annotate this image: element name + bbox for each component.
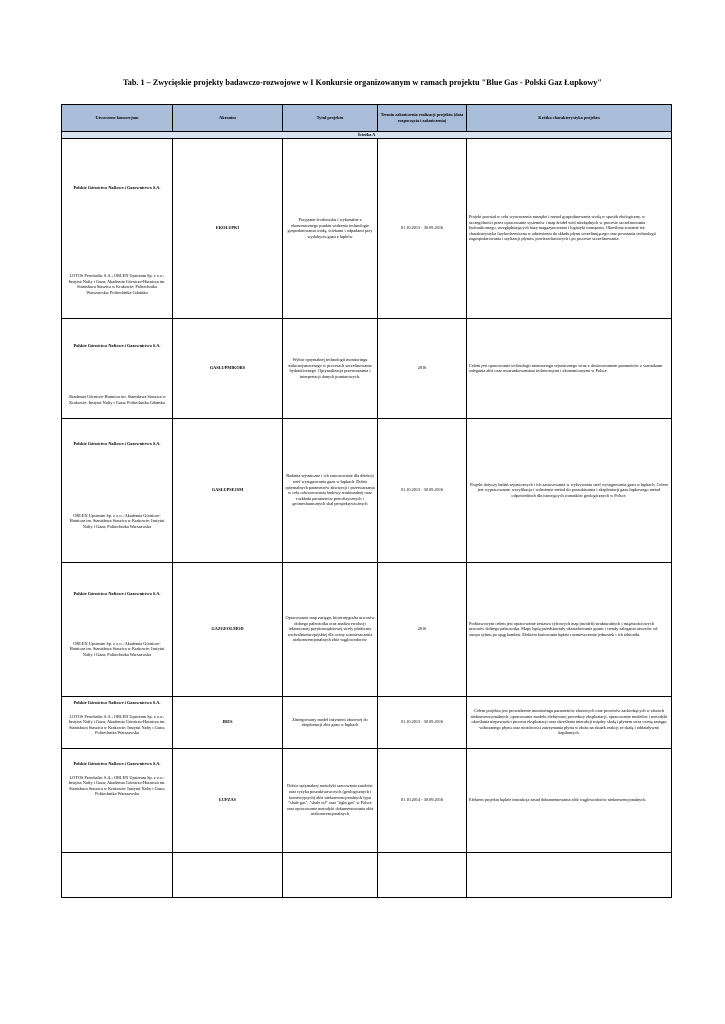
title-cell: Dobór optymalnej metodyki szacowania zasobów oraz ryzyka poszukiwawczych (geologicznych i komercyjnych) złóż niekonwencjonalnych typu "shale gas", "shale oil" oraz "tight gas" w Polsce oraz opracowanie metodyki dokumentowania złóż niekonwencjonalnych [283, 748, 378, 852]
description-cell: Celem jest opracowanie technologii monitoringu sejsmicznego wraz z dostosowaniem parametrów z warunkami zalegania złóż oraz uwarunkowaniami technicznymi i ekonomicznymi w Polsce. [467, 318, 672, 418]
table-header-row [62, 105, 672, 132]
consortium-partners: ORLEN Upstream Sp. z o.o.; Akademia Górniczo-Hutnicza im. Stanisława Staszica w Krakowie; Instytut Nafty i Gazu; Politechnika Warszawska [69, 640, 165, 657]
deadline-cell: 01.10.2014 - 30.09.2016 [378, 748, 467, 852]
consortium-cell [62, 318, 173, 418]
acronym-cell: EKOŁUPKI [173, 138, 283, 318]
acronym-cell: GASŁUPSEJSM [173, 418, 283, 562]
title-cell: Przyjazne środowisku i wykonalne z ekonomicznego punktu widzenia technologie gospodarowania wodą, ściekami i odpadami przy wydobyciu gazu z łupków [283, 138, 378, 318]
description-cell: Projekt powstał w celu wytworzenia narzędzi i metod gospodarowania wodą w sposób ekologiczny, w szczególności przez opracowanie systemów i map źródeł wód niezbędnych w procesie szczelinowania hydraulicznego, uwzględniających bazy magazynowania i logistyki transportu. Określona zostanie też charakterystyka fizykochemiczna w odniesieniu do składu płynu szczelinującego oraz powstania technologii zagospodarowania i utylizacji płynów powierzchniowych i po procesie szczelinowania. [467, 138, 672, 318]
deadline-cell: 01.10.2013 - 30.09.2016 [378, 696, 467, 748]
table-row [62, 696, 672, 748]
consortium-lead: Polskie Górnictwo Naftowe i Gazownictwo S.A. [73, 184, 161, 190]
description-cell: Celem projektu jest prowadzenie monitoringu parametrów złożowych oraz procesów zachodzących w złożach niekonwencjonalnych, opracowanie modelu efektywnej procedury eksploatacji, opracowanie modelów i metodyki określania niepewności procesu eksploatacji oraz określenia interakcji między skałą i płynem wraz oceną zasięgu wiłaczanego płynu oraz możliwości zatrzymania płynu w złożu na skutek reakcji ze skałą i oddziaływań kapilarnych. [467, 696, 672, 748]
description-cell [467, 852, 672, 897]
consortium-cell [62, 852, 173, 897]
description-cell: Projekt dotyczy badań sejsmicznych i ich zastosowania w wykrywaniu stref występowania gazu w łupkach. Celem jest wypracowanie, weryfikacja i wdrożenie metod do poszukiwania i eksploatacji gazu łupkowego metod odpowiednich dla istniejących warunków geologicznych w Polsce. [467, 418, 672, 562]
document-title: Tab. 1 – Zwycięskie projekty badawczo-rozwojowe w I Konkursie organizowanym w ramach projektu "Blue Gas - Polski Gaz Łupkowy" [123, 78, 602, 87]
acronym-cell: IRES [173, 696, 283, 748]
deadline-cell [378, 852, 467, 897]
consortium-partners: Akademia Górniczo-Hutnicza im. Stanisława Staszica w Krakowie; Instytut Nafty i Gazu; Politechnika Gdańska [68, 394, 166, 405]
title-cell: Zintegrowany model inżynierii złożowej do eksploatacji złóż gazu w łupkach [283, 696, 378, 748]
table-row [62, 748, 672, 852]
consortium-cell [62, 748, 173, 852]
consortium-lead: Polskie Górnictwo Naftowe i Gazownictwo S.A. [73, 590, 161, 596]
header-consortium: Utworzone konsorcjum [62, 105, 173, 132]
table-row [62, 138, 672, 318]
consortium-partners: LOTOS Petrobaltic S.A.; ORLEN Upstream Sp. z o.o.; Instytut Nafty i Gazu; Akademia Górniczo-Hutnicza im. Stanisława Staszica w Krakowie; Politechnika Warszawska; Politechnika Gdańska [68, 273, 166, 295]
projects-table [61, 104, 672, 898]
title-cell: Badania sejsmiczne i ich zastosowanie dla detekcji stref występowania gazu w łupkach. Dobór optymalnych parametrów akwizycji i przetwarzania w celu odwzorowania budowy strukturalnej oraz rozkładu parametrów petrofizycznych i geomechanicznych skał perspektywicznych [283, 418, 378, 562]
header-deadline: Termin zakończenia realizacji projektu (data rozpoczęcia i zakończenia) [378, 105, 467, 132]
consortium-partners: LOTOS Petrobaltic S.A.; ORLEN Upstream Sp. z o.o.; Instytut Nafty i Gazu; Akademia Górniczo-Hutnicza im. Stanisława Staszica w Krakowie; Instytut Nafty i Gazu; Politechnika Warszawska [68, 713, 166, 736]
consortium-cell [62, 696, 173, 748]
description-cell: Efektem projektu będzie instrukcja zasad dokumentowania złóż węglowodorów niekonwencjonalnych. [467, 748, 672, 852]
consortium-cell [62, 138, 173, 318]
table-row [62, 318, 672, 418]
title-cell: Opracowanie map zasięgu, biostratygrafia utworów dolnego paleozoiku oraz analiza ewolucji tektonicznej przykrawędziowej strefy platformy wschodnioeuropejskiej dla oceny rozmieszczenia niekonwencjonalnych złóż węglowodorów [283, 562, 378, 696]
deadline-cell: 2016 [378, 562, 467, 696]
table-row [62, 562, 672, 696]
header-description: Krótka charakterystyka projektu [467, 105, 672, 132]
consortium-lead: Polskie Górnictwo Naftowe i Gazownictwo S.A. [73, 760, 161, 766]
deadline-cell: 01.10.2013 - 30.09.2016 [378, 418, 467, 562]
header-acronym: Akronim [173, 105, 283, 132]
deadline-cell: 2016 [378, 318, 467, 418]
title-cell [283, 852, 378, 897]
track-label: Ścieżka A [62, 132, 672, 139]
track-row [62, 132, 672, 139]
acronym-cell: GASŁUPMIKORS [173, 318, 283, 418]
table-row [62, 418, 672, 562]
deadline-cell: 01.10.2013 - 30.09.2016 [378, 138, 467, 318]
consortium-partners: ORLEN Upstream Sp. z o.o.; Akademia Górniczo-Hutnicza im. Stanisława Staszica w Krakowie; Instytut Nafty i Gazu; Politechnika Warszawska [69, 512, 165, 529]
consortium-cell [62, 562, 173, 696]
consortium-cell [62, 418, 173, 562]
consortium-lead: Polskie Górnictwo Naftowe i Gazownictwo S.A. [73, 440, 161, 446]
acronym-cell: GAZGEOLMOD [173, 562, 283, 696]
acronym-cell: ŁUPZAS [173, 748, 283, 852]
header-title: Tytuł projektu [283, 105, 378, 132]
consortium-partners: LOTOS Petrobaltic S.A.; ORLEN Upstream Sp. z o.o.; Instytut Nafty i Gazu; Akademia Górniczo-Hutnicza im. Stanisława Staszica w Krakowie; Instytut Nafty i Gazu; Politechnika Warszawska [68, 774, 166, 797]
consortium-lead: Polskie Górnictwo Naftowe i Gazownictwo S.A. [73, 342, 161, 348]
table-row [62, 852, 672, 897]
acronym-cell [173, 852, 283, 897]
consortium-lead: Polskie Górnictwo Naftowe i Gazownictwo S.A. [73, 699, 161, 705]
description-cell: Podstawowym celem jest opracowanie zestawu cyfrowych map (modeli) strukturalnych i miąższościowych utworów dolnego paleozoiku. Mapy będą przedstawiały ukształtowanie granic i trendy zalegania utworów od stropu syluru po spąg kambru. Efektem kartowania będzie rozmieszczenie jednostek i ich tektoniki. [467, 562, 672, 696]
title-cell: Wybór optymalnej technologii monitoringu mikrosejsmicznego w procesach szczelinowania hydraulicznego. Optymalizacja przetwarzania i interpretacji danych pomiarowych. [283, 318, 378, 418]
